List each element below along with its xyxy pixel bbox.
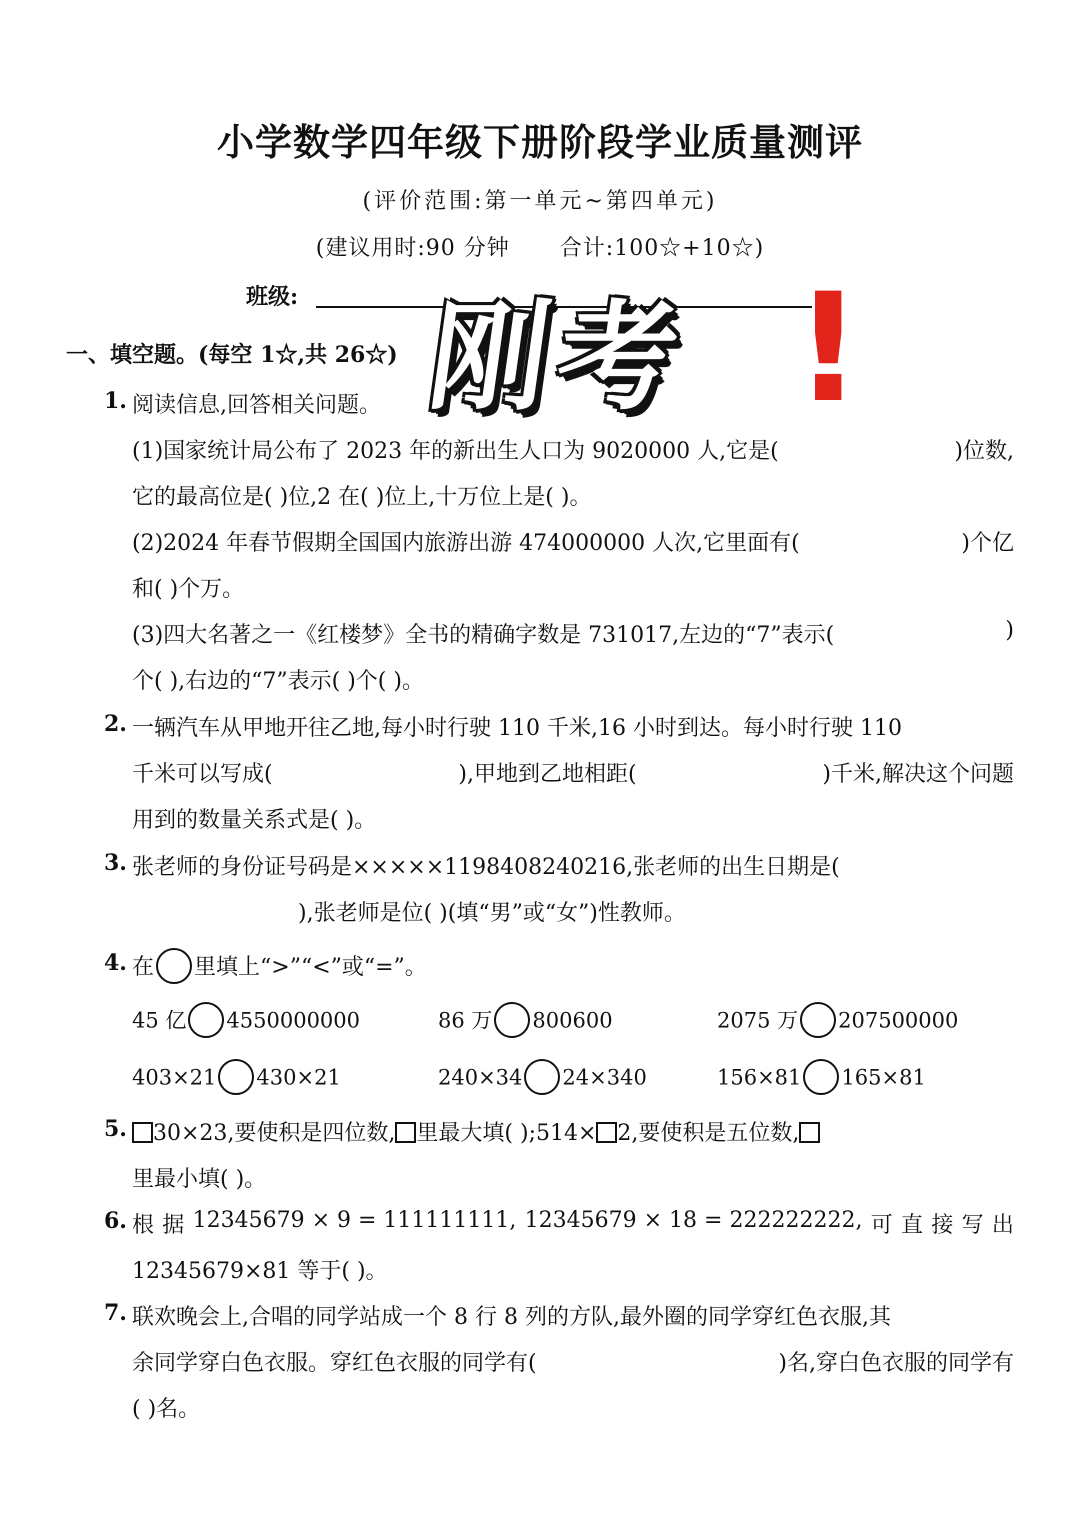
question-number: 7. <box>104 1300 127 1326</box>
comparison-item: 403×21 430×21 <box>132 1061 341 1097</box>
answer-circle[interactable] <box>218 1059 254 1095</box>
comparison-item: 86 万 800600 <box>438 1004 613 1040</box>
question-number: 4. <box>104 950 127 976</box>
comparison-item: 45 亿 4550000000 <box>132 1004 360 1040</box>
q3-line2: ),张老师是位( )(填“男”或“女”)性教师。 <box>298 901 686 926</box>
section-fill-in-blank-title: 一、填空题。(每空 1☆,共 26☆) <box>66 342 398 368</box>
total-score: 合计:100☆+10☆) <box>559 236 765 261</box>
question-number: 5. <box>104 1116 127 1142</box>
q1-part3-line2: 个( ),右边的“7”表示( )个( )。 <box>132 669 424 694</box>
q1-part3-line1: (3)四大名著之一《红楼梦》全书的精确字数是 731017,左边的“7”表示( ) <box>132 618 1014 648</box>
exclamation-mark: ! <box>794 262 863 436</box>
q2-line1: 一辆汽车从甲地开往乙地,每小时行驶 110 千米,16 小时到达。每小时行驶 110 <box>132 716 902 741</box>
q1-part1-line1: (1)国家统计局公布了 2023 年的新出生人口为 9020000 人,它是( )位数, <box>132 439 1014 464</box>
blank-square-icon <box>395 1122 416 1143</box>
q1-part2-line1: (2)2024 年春节假期全国国内旅游出游 474000000 人次,它里面有( )个亿 <box>132 531 1014 556</box>
blank-square-icon <box>132 1122 153 1143</box>
q5-line2: 里最小填( )。 <box>132 1167 267 1192</box>
q7-line1: 联欢晚会上,合唱的同学站成一个 8 行 8 列的方队,最外圈的同学穿红色衣服,其 <box>132 1305 891 1330</box>
question-number: 1. <box>104 388 127 414</box>
answer-circle[interactable] <box>188 1002 224 1038</box>
comparison-item: 240×34 24×340 <box>438 1061 647 1097</box>
q1-stem: 阅读信息,回答相关问题。 <box>132 393 381 418</box>
question-number: 6. <box>104 1208 127 1234</box>
blank-square-icon <box>596 1122 617 1143</box>
q5-line1: 30×23,要使积是四位数, 里最大填( );514× 2,要使积是五位数, <box>132 1116 1014 1147</box>
page-title: 小学数学四年级下册阶段学业质量测评 <box>217 121 863 164</box>
q7-line3: ( )名。 <box>132 1397 201 1422</box>
class-field <box>246 280 298 311</box>
class-label: 班级: <box>246 284 299 310</box>
comparison-item: 2075 万 207500000 <box>717 1004 958 1040</box>
answer-circle[interactable] <box>803 1059 839 1095</box>
suggested-time: (建议用时:90 分钟 <box>315 236 510 261</box>
q3-line1: 张老师的身份证号码是×××××1198408240216,张老师的出生日期是( <box>132 855 840 880</box>
q1-part1-line2: 它的最高位是( )位,2 在( )位上,十万位上是( )。 <box>132 485 592 510</box>
q2-line2: 千米可以写成( ),甲地到乙地相距( )千米,解决这个问题 <box>132 762 1014 787</box>
answer-circle[interactable] <box>800 1002 836 1038</box>
question-number: 2. <box>104 711 127 737</box>
q7-line2: 余同学穿白色衣服。穿红色衣服的同学有( )名,穿白色衣服的同学有 <box>132 1351 1014 1376</box>
blank-square-icon <box>799 1122 820 1143</box>
comparison-item: 156×81 165×81 <box>717 1061 926 1097</box>
answer-circle[interactable] <box>524 1059 560 1095</box>
evaluation-scope: (评价范围:第一单元~第四单元) <box>362 189 718 214</box>
q6-line2: 12345679×81 等于( )。 <box>132 1259 388 1284</box>
question-number: 3. <box>104 850 127 876</box>
q4-stem: 在 里填上“>”“<”或“=”。 <box>132 950 1014 986</box>
compare-circle-icon <box>156 948 192 984</box>
time-and-total <box>0 231 1080 262</box>
answer-circle[interactable] <box>494 1002 530 1038</box>
just-tested-stamp: 刚考 <box>420 288 697 426</box>
q6-line1: 根 据 12345679 × 9 = 111111111, 12345679 × 18 = 222222222, 可 直 接 写 出 <box>132 1208 1014 1238</box>
q2-line3: 用到的数量关系式是( )。 <box>132 808 377 833</box>
q1-part2-line2: 和( )个万。 <box>132 577 245 602</box>
